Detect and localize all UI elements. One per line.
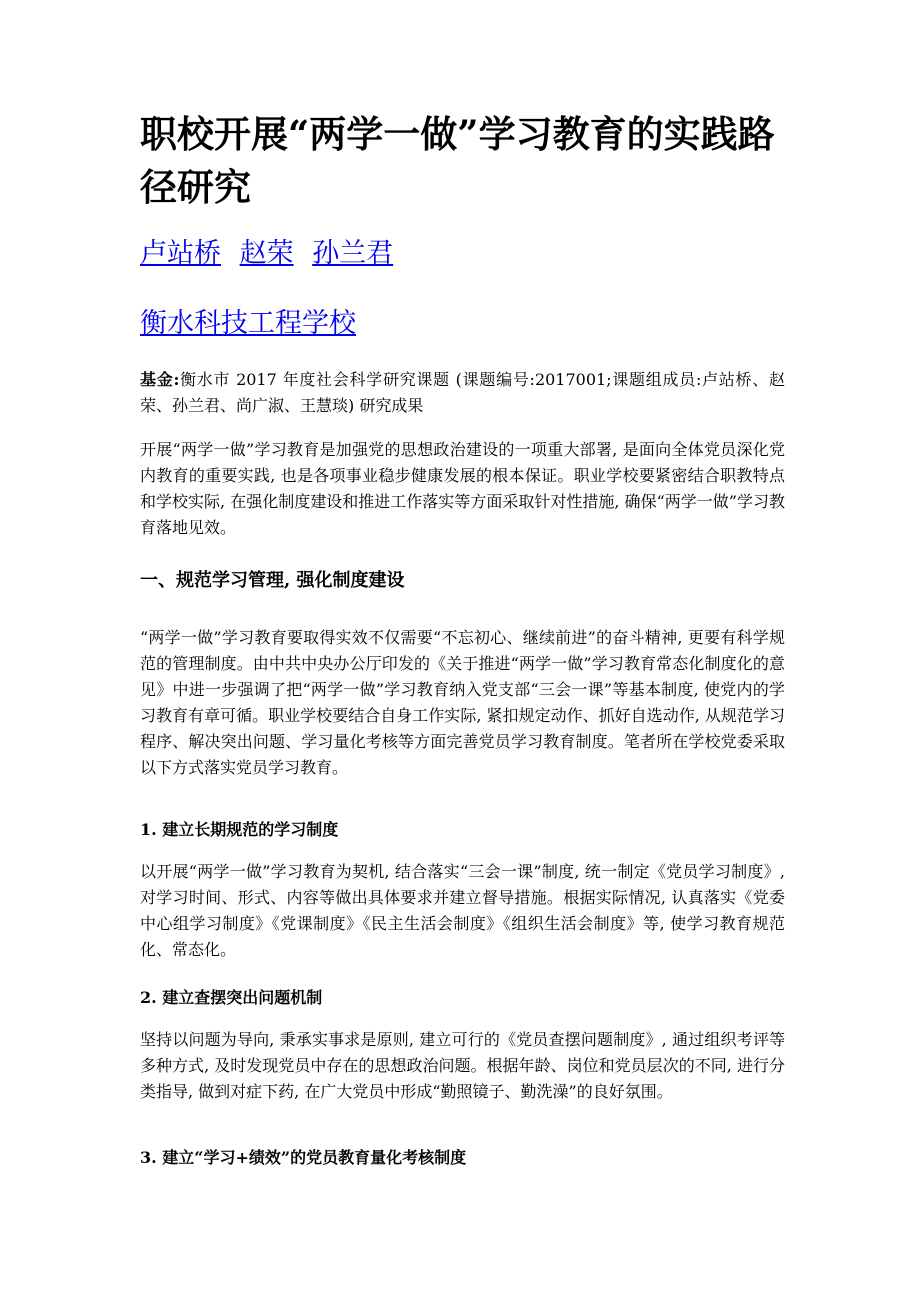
fund-text: 衡水市 2017 年度社会科学研究课题 (课题编号:2017001;课题组成员:卢站桥、赵荣、孙兰君、尚广淑、王慧琰) 研究成果 [140,370,785,415]
affiliation [140,304,356,344]
fund-paragraph [140,367,785,419]
subsection-paragraph: 以开展“两学一做”学习教育为契机, 结合落实“三会一课”制度, 统一制定《党员学习制度》, 对学习时间、形式、内容等做出具体要求并建立督导措施。根据实际情况, 认真落实《党委中心组学习制度》《党课制度》《民主生活会制度》《组织生活会制度》等, 使学习教育规范化、常态化。 [140,862,785,959]
author-list [140,234,403,274]
fund-label: 基金: [140,370,180,389]
subsection-paragraph: 坚持以问题为导向, 秉承实事求是原则, 建立可行的《党员查摆问题制度》, 通过组织考评等多种方式, 及时发现党员中存在的思想政治问题。根据年龄、岗位和党员层次的不同, 进行分类指导, 做到对症下药, 在广大党员中形成“勤照镜子、勤洗澡”的良好氛围。 [140,1030,785,1101]
author-link[interactable]: 赵荣 [239,238,294,269]
subsection-heading: 1. 建立长期规范的学习制度 [140,820,339,839]
article-title: 职校开展“两学一做”学习教育的实践路径研究 [140,112,775,209]
affiliation-link[interactable]: 衡水科技工程学校 [140,308,356,339]
subsection-heading: 2. 建立查摆突出问题机制 [140,988,323,1007]
intro-paragraph: 开展“两学一做”学习教育是加强党的思想政治建设的一项重大部署, 是面向全体党员深化党内教育的重要实践, 也是各项事业稳步健康发展的根本保证。职业学校要紧密结合职教特点和学校实际, 在强化制度建设和推进工作落实等方面采取针对性措施, 确保“两学一做”学习教育落地见效。 [140,440,785,537]
section-heading: 一、规范学习管理, 强化制度建设 [140,570,405,591]
author-link[interactable]: 卢站桥 [140,238,221,269]
section-paragraph: “两学一做”学习教育要取得实效不仅需要“不忘初心、继续前进”的奋斗精神, 更要有科学规范的管理制度。由中共中央办公厅印发的《关于推进“两学一做”学习教育常态化制度化的意见》中进一步强调了把“两学一做”学习教育纳入党支部“三会一课”等基本制度, 使党内的学习教育有章可循。职业学校要结合自身工作实际, 紧扣规定动作、抓好自选动作, 从规范学习程序、解决突出问题、学习量化考核等方面完善党员学习教育制度。笔者所在学校党委采取以下方式落实党员学习教育。 [140,628,785,777]
subsection-heading: 3. 建立“学习+绩效”的党员教育量化考核制度 [140,1148,467,1167]
author-link[interactable]: 孙兰君 [312,238,394,269]
